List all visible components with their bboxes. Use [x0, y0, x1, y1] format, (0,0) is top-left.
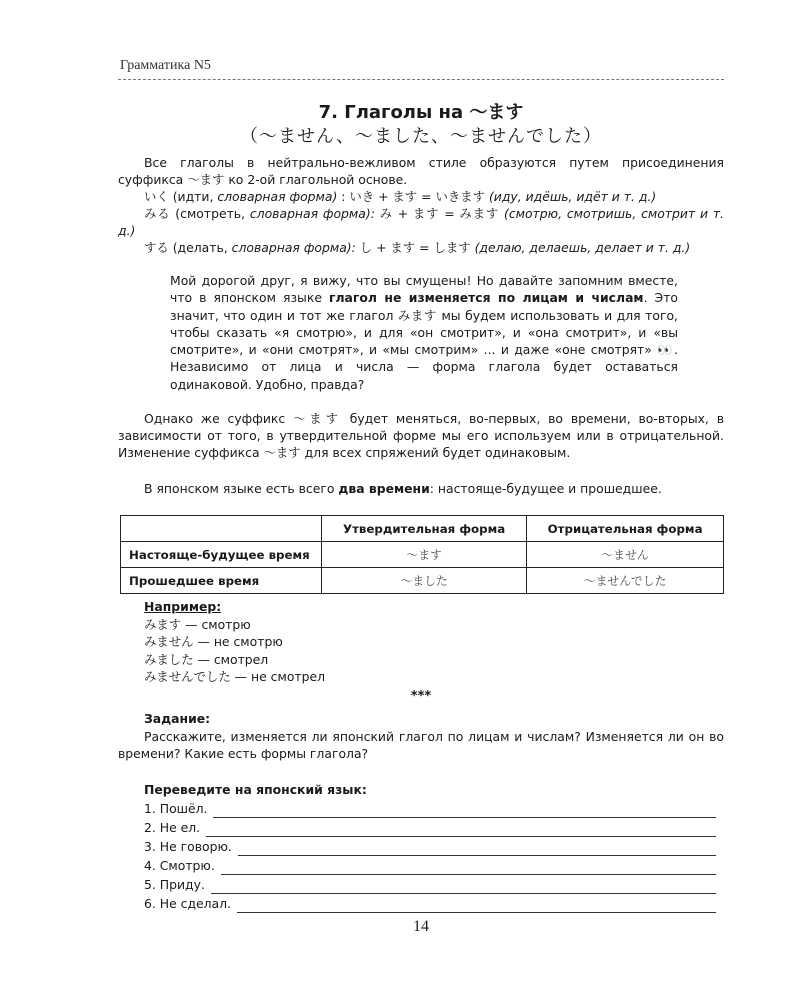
- tenses-text: : настояще-будущее и прошедшее.: [429, 481, 662, 496]
- list-item: みます — смотрю: [144, 616, 251, 632]
- task-text: Расскажите, изменяется ли японский глагол по лицам и числам? Изменяется ли он во времени? Какие есть формы глагола?: [118, 728, 724, 761]
- list-item: みました — смотрел: [144, 651, 269, 667]
- running-head: Грамматика N5: [120, 58, 211, 73]
- answer-line[interactable]: [206, 823, 716, 837]
- exercise-item: [144, 799, 716, 818]
- task-section: [118, 710, 724, 763]
- note-text: Мой дорогой друг, я вижу, что вы смущены! Но давайте запомним вместе, что в японском языке: [170, 273, 678, 306]
- answer-line[interactable]: [211, 880, 716, 894]
- intro-paragraph: Все глаголы в нейтрально-вежливом стиле образуются путем присоединения суффикса 〜ます ко 2-ой глагольной основе.: [118, 155, 724, 187]
- table-row: [121, 568, 724, 594]
- example-translation: (делаю, делаешь, делает и т. д.): [474, 240, 691, 255]
- examples-list: [144, 598, 325, 686]
- note-bold-text: глагол не изменяется по лицам и числам: [329, 290, 644, 306]
- tenses-text: В японском языке есть всего: [144, 481, 339, 496]
- tenses-bold: два времени: [338, 481, 430, 496]
- verb-forms-table: [120, 515, 724, 594]
- note-text: . Это значит, что один и тот же глагол みます мы будем использовать и для того, чтобы сказать «я смотрю», и для «он смотрит», и «она смотрит», и «вы смотрите», и «они смотрят», и «мы смотрим» ... и даже «оне смотрят»: [170, 290, 678, 358]
- intro-section: [118, 154, 724, 256]
- chapter-title: 7. Глаголы на 〜ます: [318, 102, 524, 123]
- section-separator: ***: [410, 689, 432, 704]
- table-header-cell: Отрицательная форма: [527, 516, 724, 542]
- task-header: Задание:: [144, 711, 211, 726]
- exercise-label: 2. Не ел.: [144, 820, 201, 835]
- answer-line[interactable]: [237, 899, 716, 913]
- example-italic: словарная форма):: [249, 206, 375, 221]
- example-text: いく (идти,: [144, 189, 218, 204]
- example-italic: словарная форма): [217, 189, 338, 204]
- exercise-label: 3. Не говорю.: [144, 839, 232, 854]
- table-row-label: Настояще-будущее время: [121, 542, 322, 568]
- exercise-item: [144, 856, 716, 875]
- example-iku: [118, 188, 724, 205]
- eyes-icon: 👀: [657, 342, 675, 358]
- example-text: する (делать,: [144, 240, 232, 255]
- exercise-item: [144, 818, 716, 837]
- table-cell: 〜ませんでした: [527, 568, 724, 594]
- table-cell: 〜ました: [322, 568, 527, 594]
- list-item: みません — не смотрю: [144, 634, 283, 649]
- answer-line[interactable]: [221, 861, 716, 875]
- example-text: みる (смотреть,: [144, 206, 250, 221]
- header-rule: [118, 79, 724, 80]
- suffix-paragraph-text: Однако же суффикс 〜ます будет меняться, во-первых, во времени, во-вторых, в зависимости от того, в утвердительной форме мы его используем или в отрицательной. Изменение суффикса 〜ます для всех спряжений будет одинаковым.: [118, 411, 724, 460]
- exercise-item: [144, 837, 716, 856]
- table-row: [121, 542, 724, 568]
- examples-header: Например:: [144, 599, 222, 614]
- exercise-label: 1. Пошёл.: [144, 801, 208, 816]
- example-miru: [118, 205, 724, 239]
- list-item: みませんでした — не смотрел: [144, 669, 326, 684]
- exercise-label: 4. Смотрю.: [144, 858, 215, 873]
- table-header-row: [121, 516, 724, 542]
- example-text: し + ます = します: [355, 240, 475, 255]
- table-row-label: Прошедшее время: [121, 568, 322, 594]
- answer-line[interactable]: [213, 804, 716, 818]
- exercise-item: [144, 894, 716, 913]
- table-header-cell: [121, 516, 322, 542]
- example-italic: словарная форма):: [231, 240, 356, 255]
- exercise-label: 5. Приду.: [144, 877, 205, 892]
- answer-line[interactable]: [238, 842, 716, 856]
- table-cell: 〜ません: [527, 542, 724, 568]
- example-text: み + ます = みます: [374, 206, 504, 221]
- example-translation: (смотрю, смотришь, смотрит и т. д.): [118, 206, 724, 238]
- table-header-cell: Утвердительная форма: [322, 516, 527, 542]
- example-translation: (иду, идёшь, идёт и т. д.): [488, 189, 657, 204]
- tenses-paragraph: [118, 480, 724, 497]
- chapter-subtitle: （〜ません、〜ました、〜ませんでした）: [239, 126, 603, 147]
- translate-header: Переведите на японский язык:: [144, 782, 367, 797]
- example-suru: [118, 239, 724, 256]
- translate-exercise: [144, 780, 716, 913]
- example-text: : いき + ます = いきます: [337, 189, 489, 204]
- note-text: . Независимо от лица и числа — форма глагола будет оставаться одинаковой. Удобно, правда?: [170, 342, 678, 392]
- exercise-item: [144, 875, 716, 894]
- exercise-label: 6. Не сделал.: [144, 896, 232, 911]
- table-cell: 〜ます: [322, 542, 527, 568]
- suffix-paragraph: [118, 410, 724, 461]
- note-box: [170, 272, 678, 393]
- page-number: 14: [413, 918, 429, 935]
